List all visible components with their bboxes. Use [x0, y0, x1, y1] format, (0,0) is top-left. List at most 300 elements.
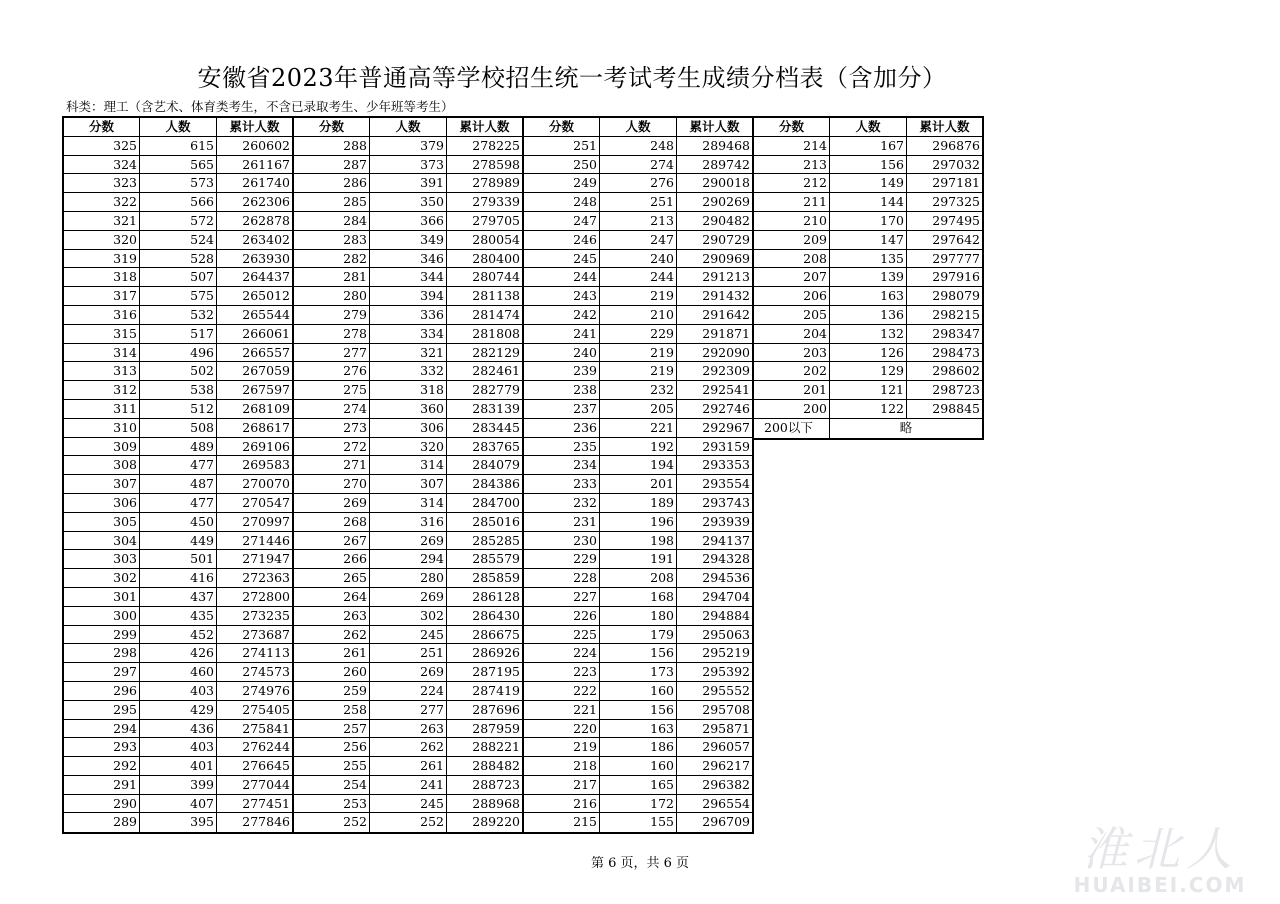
score-cell: 216	[524, 795, 600, 813]
table-row	[294, 532, 522, 551]
count-cell: 173	[600, 663, 677, 681]
score-cell: 275	[294, 381, 370, 399]
score-cell: 279	[294, 306, 370, 324]
score-cell: 222	[524, 682, 600, 700]
table-row	[64, 268, 292, 287]
count-cell: 517	[140, 325, 217, 343]
cumulative-cell: 293159	[702, 438, 750, 454]
cumulative-cell: 295219	[702, 645, 750, 661]
cumulative-cell: 294884	[702, 607, 750, 623]
score-cell: 239	[524, 362, 600, 380]
table-row	[294, 663, 522, 682]
score-cell: 202	[754, 362, 830, 380]
count-cell: 452	[140, 626, 217, 644]
count-cell: 366	[370, 212, 447, 230]
table-row	[294, 513, 522, 532]
score-cell: 265	[294, 569, 370, 587]
score-cell: 248	[524, 193, 600, 211]
table-row	[754, 193, 982, 212]
count-cell: 538	[140, 381, 217, 399]
cumulative-cell: 291213	[702, 269, 750, 285]
cumulative-cell: 296709	[702, 814, 750, 830]
score-cell: 281	[294, 268, 370, 286]
cumulative-cell: 278598	[472, 156, 520, 172]
score-cell: 271	[294, 456, 370, 474]
table-row	[524, 494, 752, 513]
count-cell: 263	[370, 720, 447, 738]
count-cell: 201	[600, 475, 677, 493]
count-cell: 224	[370, 682, 447, 700]
table-row	[64, 193, 292, 212]
table-row	[754, 287, 982, 306]
count-cell: 213	[600, 212, 677, 230]
count-cell: 489	[140, 438, 217, 456]
subject-category: 科类：理工（含艺术、体育类考生，不含已录取考生、少年班等考生）	[66, 99, 454, 114]
below-threshold-value: 略	[899, 419, 913, 435]
cumulative-cell: 294328	[702, 551, 750, 567]
table-row	[294, 607, 522, 626]
table-row	[294, 325, 522, 344]
count-cell: 247	[600, 231, 677, 249]
score-cell: 267	[294, 532, 370, 550]
count-cell: 139	[830, 268, 907, 286]
cumulative-cell: 280054	[472, 231, 520, 247]
table-row	[64, 550, 292, 569]
page-title: 安徽省2023年普通高等学校招生统一考试考生成绩分档表（含加分）	[197, 64, 947, 92]
table-row	[754, 250, 982, 269]
table-row	[524, 795, 752, 814]
cumulative-cell: 287959	[472, 720, 520, 736]
count-cell: 435	[140, 607, 217, 625]
table-row	[64, 381, 292, 400]
table-row	[524, 550, 752, 569]
table-row	[754, 212, 982, 231]
table-row	[524, 400, 752, 419]
cumulative-cell: 265544	[242, 306, 290, 322]
watermark-cn: 淮北人	[1082, 822, 1238, 876]
score-cell: 301	[64, 588, 140, 606]
cumulative-cell: 290269	[702, 194, 750, 210]
score-cell: 294	[64, 720, 140, 738]
count-cell: 180	[600, 607, 677, 625]
table-row	[64, 626, 292, 645]
table-row	[294, 588, 522, 607]
score-cell: 314	[64, 344, 140, 362]
table-row	[524, 757, 752, 776]
score-cell: 276	[294, 362, 370, 380]
count-cell: 208	[600, 569, 677, 587]
table-row	[524, 588, 752, 607]
cumulative-cell: 283445	[472, 419, 520, 435]
score-cell: 311	[64, 400, 140, 418]
count-cell: 269	[370, 663, 447, 681]
table-row	[524, 250, 752, 269]
count-cell: 332	[370, 362, 447, 380]
table-row	[524, 701, 752, 720]
count-cell: 245	[370, 626, 447, 644]
count-cell: 615	[140, 137, 217, 155]
table-row	[64, 156, 292, 175]
table-row	[294, 438, 522, 457]
count-cell: 251	[370, 644, 447, 662]
count-cell: 575	[140, 287, 217, 305]
cumulative-cell: 260602	[242, 137, 290, 153]
cumulative-cell: 298215	[932, 306, 980, 322]
cumulative-cell: 296382	[702, 776, 750, 792]
table-row	[754, 344, 982, 363]
count-cell: 248	[600, 137, 677, 155]
count-cell: 149	[830, 174, 907, 192]
score-cell: 325	[64, 137, 140, 155]
score-cell: 251	[524, 137, 600, 155]
cumulative-cell: 285579	[472, 551, 520, 567]
cumulative-cell: 284079	[472, 457, 520, 473]
score-cell: 227	[524, 588, 600, 606]
score-cell: 283	[294, 231, 370, 249]
cumulative-cell: 288968	[472, 795, 520, 811]
score-cell: 278	[294, 325, 370, 343]
cumulative-cell: 290969	[702, 250, 750, 266]
table-row	[64, 738, 292, 757]
table-row	[64, 607, 292, 626]
cumulative-cell: 297181	[932, 175, 980, 191]
table-row	[294, 287, 522, 306]
score-cell: 300	[64, 607, 140, 625]
count-cell: 477	[140, 494, 217, 512]
score-cell: 317	[64, 287, 140, 305]
header-cell: 分数	[294, 118, 370, 136]
table-row	[64, 663, 292, 682]
score-cell: 291	[64, 776, 140, 794]
score-cell: 296	[64, 682, 140, 700]
table-row	[294, 400, 522, 419]
score-cell: 244	[524, 268, 600, 286]
score-cell: 264	[294, 588, 370, 606]
cumulative-cell: 266557	[242, 344, 290, 360]
score-cell: 263	[294, 607, 370, 625]
count-cell: 122	[830, 400, 907, 418]
cumulative-cell: 279705	[472, 212, 520, 228]
page-footer: 第 6 页，共 6 页	[590, 856, 690, 871]
table-row	[64, 344, 292, 363]
table-row	[294, 456, 522, 475]
below-threshold-row	[754, 419, 982, 438]
score-cell: 308	[64, 456, 140, 474]
score-cell: 247	[524, 212, 600, 230]
cumulative-cell: 292746	[702, 400, 750, 416]
count-cell: 219	[600, 362, 677, 380]
count-cell: 460	[140, 663, 217, 681]
table-row	[64, 494, 292, 513]
score-cell: 284	[294, 212, 370, 230]
score-cell: 240	[524, 344, 600, 362]
cumulative-cell: 285016	[472, 513, 520, 529]
count-cell: 221	[600, 419, 677, 437]
count-cell: 160	[600, 757, 677, 775]
score-cell: 213	[754, 156, 830, 174]
count-cell: 346	[370, 250, 447, 268]
table-row	[524, 532, 752, 551]
table-row	[294, 494, 522, 513]
score-cell: 249	[524, 174, 600, 192]
table-row	[294, 344, 522, 363]
cumulative-cell: 274113	[242, 645, 290, 661]
cumulative-cell: 285285	[472, 532, 520, 548]
header-cell: 分数	[524, 118, 600, 136]
count-cell: 532	[140, 306, 217, 324]
cumulative-cell: 275841	[242, 720, 290, 736]
table-row	[64, 325, 292, 344]
count-cell: 244	[600, 268, 677, 286]
cumulative-cell: 270070	[242, 476, 290, 492]
table-row	[64, 174, 292, 193]
score-cell: 302	[64, 569, 140, 587]
table-row	[294, 156, 522, 175]
count-cell: 179	[600, 626, 677, 644]
score-cell: 238	[524, 381, 600, 399]
table-row	[294, 306, 522, 325]
table-row	[524, 513, 752, 532]
cumulative-cell: 282779	[472, 382, 520, 398]
table-row	[294, 137, 522, 156]
score-cell: 292	[64, 757, 140, 775]
score-cell: 285	[294, 193, 370, 211]
score-cell: 320	[64, 231, 140, 249]
count-cell: 403	[140, 738, 217, 756]
score-cell: 253	[294, 795, 370, 813]
cumulative-cell: 287419	[472, 682, 520, 698]
count-cell: 205	[600, 400, 677, 418]
cumulative-cell: 291432	[702, 288, 750, 304]
count-cell: 241	[370, 776, 447, 794]
cumulative-cell: 272363	[242, 570, 290, 586]
count-cell: 210	[600, 306, 677, 324]
table-row	[64, 362, 292, 381]
cumulative-cell: 292541	[702, 382, 750, 398]
cumulative-cell: 293554	[702, 476, 750, 492]
count-cell: 126	[830, 344, 907, 362]
table-row	[754, 381, 982, 400]
table-row	[294, 268, 522, 287]
count-cell: 565	[140, 156, 217, 174]
table-row	[754, 137, 982, 156]
count-cell: 477	[140, 456, 217, 474]
count-cell: 156	[600, 644, 677, 662]
cumulative-cell: 283765	[472, 438, 520, 454]
table-row	[294, 174, 522, 193]
cumulative-cell: 296217	[702, 758, 750, 774]
count-cell: 336	[370, 306, 447, 324]
table-row	[294, 644, 522, 663]
score-cell: 241	[524, 325, 600, 343]
count-cell: 349	[370, 231, 447, 249]
count-cell: 572	[140, 212, 217, 230]
cumulative-cell: 264437	[242, 269, 290, 285]
count-cell: 186	[600, 738, 677, 756]
cumulative-cell: 281808	[472, 325, 520, 341]
table-row	[754, 325, 982, 344]
header-cell: 分数	[754, 118, 830, 136]
table-row	[754, 174, 982, 193]
table-row	[754, 268, 982, 287]
cumulative-cell: 271947	[242, 551, 290, 567]
table-row	[64, 306, 292, 325]
score-cell: 261	[294, 644, 370, 662]
table-row	[294, 212, 522, 231]
cumulative-cell: 296554	[702, 795, 750, 811]
score-cell: 315	[64, 325, 140, 343]
table-row	[524, 776, 752, 795]
table-row	[294, 776, 522, 795]
score-cell: 207	[754, 268, 830, 286]
score-cell: 319	[64, 250, 140, 268]
score-cell: 259	[294, 682, 370, 700]
table-header-row	[294, 118, 522, 137]
cumulative-cell: 297325	[932, 194, 980, 210]
table-row	[64, 644, 292, 663]
score-cell: 313	[64, 362, 140, 380]
count-cell: 165	[600, 776, 677, 794]
score-cell: 234	[524, 456, 600, 474]
table-row	[64, 438, 292, 457]
header-cell: 人数	[140, 118, 217, 136]
count-cell: 407	[140, 795, 217, 813]
count-cell: 191	[600, 550, 677, 568]
count-cell: 198	[600, 532, 677, 550]
table-row	[524, 231, 752, 250]
table-block-3	[522, 116, 754, 834]
count-cell: 314	[370, 494, 447, 512]
count-cell: 135	[830, 250, 907, 268]
score-cell: 293	[64, 738, 140, 756]
score-cell: 226	[524, 607, 600, 625]
count-cell: 394	[370, 287, 447, 305]
cumulative-cell: 286926	[472, 645, 520, 661]
score-cell: 298	[64, 644, 140, 662]
count-cell: 334	[370, 325, 447, 343]
table-row	[64, 588, 292, 607]
cumulative-cell: 276244	[242, 739, 290, 755]
table-row	[524, 663, 752, 682]
table-row	[64, 813, 292, 832]
score-cell: 318	[64, 268, 140, 286]
count-cell: 436	[140, 720, 217, 738]
cumulative-cell: 275405	[242, 701, 290, 717]
count-cell: 147	[830, 231, 907, 249]
cumulative-cell: 289468	[702, 137, 750, 153]
cumulative-cell: 267597	[242, 382, 290, 398]
table-row	[754, 306, 982, 325]
cumulative-cell: 295708	[702, 701, 750, 717]
score-cell: 223	[524, 663, 600, 681]
table-header-row	[754, 118, 982, 137]
count-cell: 399	[140, 776, 217, 794]
header-cell: 累计人数	[689, 119, 740, 134]
table-row	[64, 682, 292, 701]
count-cell: 321	[370, 344, 447, 362]
table-row	[294, 381, 522, 400]
count-cell: 307	[370, 475, 447, 493]
score-cell: 224	[524, 644, 600, 662]
table-row	[64, 569, 292, 588]
table-row	[754, 400, 982, 419]
count-cell: 269	[370, 588, 447, 606]
header-cell: 分数	[64, 118, 140, 136]
cumulative-cell: 295392	[702, 664, 750, 680]
cumulative-cell: 279339	[472, 194, 520, 210]
table-row	[524, 738, 752, 757]
score-cell: 309	[64, 438, 140, 456]
cumulative-cell: 298473	[932, 344, 980, 360]
count-cell: 269	[370, 532, 447, 550]
score-cell: 256	[294, 738, 370, 756]
score-cell: 290	[64, 795, 140, 813]
score-cell: 252	[294, 813, 370, 832]
table-row	[64, 456, 292, 475]
cumulative-cell: 266061	[242, 325, 290, 341]
cumulative-cell: 298602	[932, 363, 980, 379]
cumulative-cell: 269106	[242, 438, 290, 454]
score-cell: 212	[754, 174, 830, 192]
score-cell: 266	[294, 550, 370, 568]
table-row	[64, 250, 292, 269]
table-row	[754, 156, 982, 175]
score-cell: 272	[294, 438, 370, 456]
table-row	[294, 569, 522, 588]
score-cell: 220	[524, 720, 600, 738]
score-cell: 273	[294, 419, 370, 437]
table-row	[524, 607, 752, 626]
score-cell: 316	[64, 306, 140, 324]
count-cell: 360	[370, 400, 447, 418]
table-row	[524, 156, 752, 175]
cumulative-cell: 280744	[472, 269, 520, 285]
cumulative-cell: 265012	[242, 288, 290, 304]
cumulative-cell: 261167	[242, 156, 290, 172]
table-row	[294, 795, 522, 814]
table-block-4	[752, 116, 984, 440]
cumulative-cell: 283139	[472, 400, 520, 416]
cumulative-cell: 295552	[702, 682, 750, 698]
score-cell: 255	[294, 757, 370, 775]
cumulative-cell: 281138	[472, 288, 520, 304]
table-row	[294, 550, 522, 569]
table-row	[524, 720, 752, 739]
cumulative-cell: 277451	[242, 795, 290, 811]
table-row	[524, 682, 752, 701]
score-cell: 225	[524, 626, 600, 644]
score-cell: 268	[294, 513, 370, 531]
cumulative-cell: 297777	[932, 250, 980, 266]
score-cell: 221	[524, 701, 600, 719]
table-row	[524, 212, 752, 231]
cumulative-cell: 281474	[472, 306, 520, 322]
score-cell: 277	[294, 344, 370, 362]
cumulative-cell: 291642	[702, 306, 750, 322]
cumulative-cell: 267059	[242, 363, 290, 379]
count-cell: 429	[140, 701, 217, 719]
score-cell: 242	[524, 306, 600, 324]
cumulative-cell: 276645	[242, 758, 290, 774]
count-cell: 277	[370, 701, 447, 719]
count-cell: 132	[830, 325, 907, 343]
score-cell: 295	[64, 701, 140, 719]
table-row	[294, 475, 522, 494]
table-row	[64, 795, 292, 814]
header-cell: 人数	[600, 118, 677, 136]
count-cell: 294	[370, 550, 447, 568]
cumulative-cell: 296876	[932, 137, 980, 153]
